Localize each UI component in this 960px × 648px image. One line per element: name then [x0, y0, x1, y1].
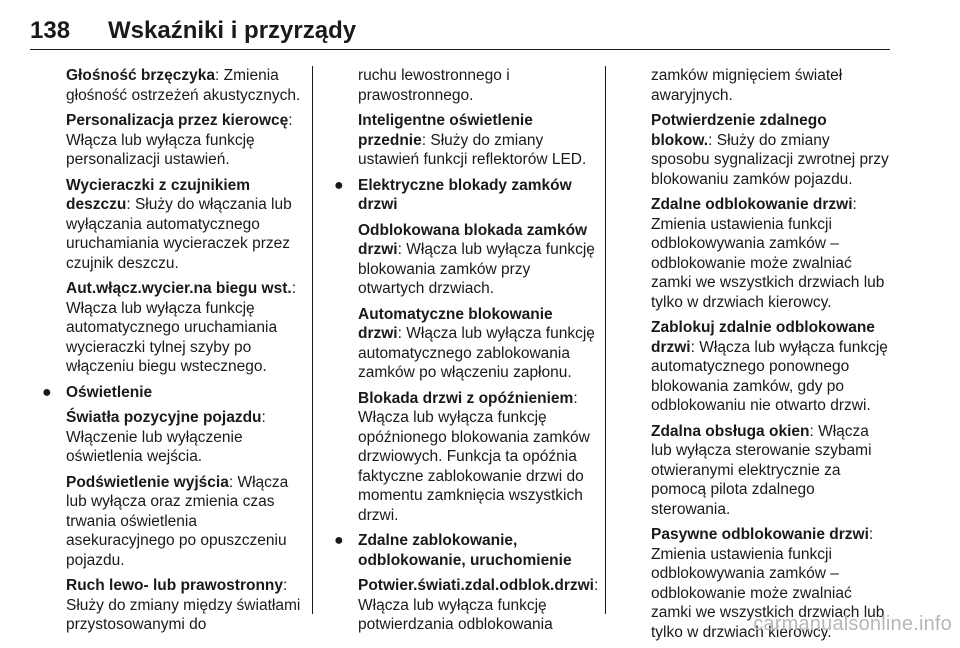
setting-description: Włącza lub wyłącza sterowanie szybami otwieranymi elektrycznie za pomocą pilota zdalnego sterowania.: [651, 422, 872, 518]
setting-entry: [66, 473, 306, 571]
separator: :: [690, 338, 700, 356]
setting-description: Włącza lub wyłącza funkcję potwierdzania odblokowania: [358, 596, 553, 633]
setting-entry: [66, 111, 306, 170]
setting-description: Służy do zmiany sposobu sygnalizacji zwrotnej przy blokowaniu zamków pojazdu.: [651, 131, 889, 188]
separator: :: [397, 325, 407, 342]
setting-name: Wycieraczki z czujnikiem deszczu: [66, 176, 251, 213]
setting-name: Głośność brzęczyka: [66, 67, 216, 84]
page-number: 138: [30, 17, 71, 44]
section-heading: [334, 176, 598, 215]
separator: :: [708, 131, 717, 149]
setting-name: Blokada drzwi z opóźnieniem: [358, 389, 574, 407]
separator: :: [283, 577, 288, 594]
separator: :: [126, 196, 135, 213]
setting-entry: [651, 66, 891, 105]
bullet-icon: ●: [334, 176, 344, 194]
setting-description: Włącza lub wyłącza funkcję blokowania zamków przy otwartych drzwiach.: [358, 241, 595, 297]
section-heading-text: Zdalne zablokowanie, odblokowanie, uruchomienie: [358, 532, 572, 569]
setting-description: Włącza lub wyłącza funkcję automatycznego zablokowania zamków po włączeniu zapłonu.: [358, 325, 595, 381]
setting-entry: [651, 422, 891, 520]
setting-name: Światła pozycyjne pojazdu: [66, 409, 262, 426]
setting-description: Włącza lub wyłącza funkcję automatycznego ponownego blokowania zamków, gdy po odblokowaniu nie otwarto drzwi.: [651, 338, 888, 414]
section-heading-text: Elektryczne blokady zamków drzwi: [358, 176, 572, 213]
separator: :: [573, 389, 578, 407]
setting-entry: [651, 318, 891, 416]
setting-entry: [358, 66, 598, 105]
setting-name: Automatyczne blokowanie drzwi: [358, 305, 553, 342]
setting-name: Aut.włącz.wycier.na biegu wst.: [66, 280, 292, 297]
separator: :: [288, 112, 293, 129]
setting-description: Włącza lub wyłącza oraz zmienia czas trwania oświetlenia asekuracyjnego po opuszczeniu pojazdu.: [66, 473, 289, 569]
setting-entry: [651, 111, 891, 189]
section-heading-text: Oświetlenie: [66, 383, 153, 401]
setting-entry: [66, 176, 306, 274]
setting-entry: [66, 576, 306, 635]
separator: :: [291, 280, 296, 297]
separator: :: [868, 526, 874, 543]
setting-description: Służy do włączania lub wyłączania automatycznego uruchamiania wycieraczek przez czujnik deszczu.: [66, 196, 292, 272]
page-title: Wskaźniki i przyrządy: [108, 17, 357, 44]
separator: :: [215, 67, 224, 84]
setting-description: Zmienia głośność ostrzeżeń akustycznych.: [66, 67, 301, 104]
setting-entry: [66, 66, 306, 105]
bullet-icon: ●: [42, 383, 52, 401]
text-column-3: [651, 66, 891, 648]
watermark: carmanualsonline.info: [753, 613, 952, 635]
separator: :: [228, 473, 238, 491]
setting-entry: [358, 305, 598, 383]
separator: :: [593, 577, 599, 594]
section-heading: [42, 383, 306, 403]
setting-name: Zablokuj zdalnie odblokowane drzwi: [651, 319, 875, 356]
section-heading: [334, 531, 598, 570]
setting-entry: [651, 195, 891, 312]
text-column-2: [334, 66, 599, 641]
setting-description: Włącza lub wyłącza funkcję automatycznego uruchamiania wycieraczki tylnej szyby po włączeniu biegu wstecznego.: [66, 299, 278, 375]
setting-name: Potwierdzenie zdalnego blokow.: [651, 112, 827, 149]
setting-name: Ruch lewo- lub prawostronny: [66, 577, 284, 594]
page-header: [30, 14, 890, 50]
text-column-1: [42, 66, 306, 641]
separator: :: [421, 131, 431, 149]
setting-name: Inteligentne oświetlenie przednie: [358, 112, 533, 149]
setting-name: Personalizacja przez kierowcę: [66, 112, 289, 129]
setting-entry: [358, 221, 598, 299]
setting-description: Włączenie lub wyłączenie oświetlenia wejścia.: [66, 428, 243, 465]
separator: :: [261, 409, 266, 426]
setting-description: Służy do zmiany ustawień funkcji reflektorów LED.: [358, 131, 587, 168]
separator: :: [809, 422, 819, 440]
setting-description: Zmienia ustawienia funkcji odblokowywania zamków – odblokowanie może zwalniać zamki we wszystkich drzwiach lub tylko w drzwiach kierowcy.: [651, 545, 885, 641]
setting-name: Potwier.świati.zdal.odblok.drzwi: [358, 577, 594, 594]
setting-name: Podświetlenie wyjścia: [66, 473, 229, 491]
setting-name: Zdalna obsługa okien: [651, 422, 810, 440]
setting-description: ruchu lewostronnego i prawostronnego.: [358, 67, 510, 104]
column-divider: [605, 66, 606, 614]
setting-description: zamków mignięciem świateł awaryjnych.: [651, 67, 843, 104]
setting-entry: [358, 111, 598, 170]
separator: :: [852, 196, 857, 213]
column-divider: [312, 66, 313, 614]
setting-description: Włącza lub wyłącza funkcję opóźnionego blokowania zamków drzwiowych. Funkcja ta opóźnia faktyczne zablokowanie drzwi do momentu zamknięcia wszystkich drzwi.: [358, 409, 590, 524]
setting-entry: [358, 389, 598, 526]
setting-entry: [66, 408, 306, 467]
setting-name: Zdalne odblokowanie drzwi: [651, 196, 853, 213]
setting-description: Włącza lub wyłącza funkcję personalizacji ustawień.: [66, 131, 255, 168]
setting-name: Pasywne odblokowanie drzwi: [651, 526, 869, 543]
separator: :: [397, 241, 407, 258]
setting-description: Zmienia ustawienia funkcji odblokowywania zamków – odblokowanie może zwalniać zamki we wszystkich drzwiach lub tylko w drzwiach kierowcy.: [651, 215, 885, 311]
setting-name: Odblokowana blokada zamków drzwi: [358, 221, 588, 258]
bullet-icon: ●: [334, 532, 344, 549]
setting-entry: [358, 576, 598, 635]
setting-entry: [66, 279, 306, 377]
setting-description: Służy do zmiany między światłami przystosowanymi do: [66, 596, 301, 633]
